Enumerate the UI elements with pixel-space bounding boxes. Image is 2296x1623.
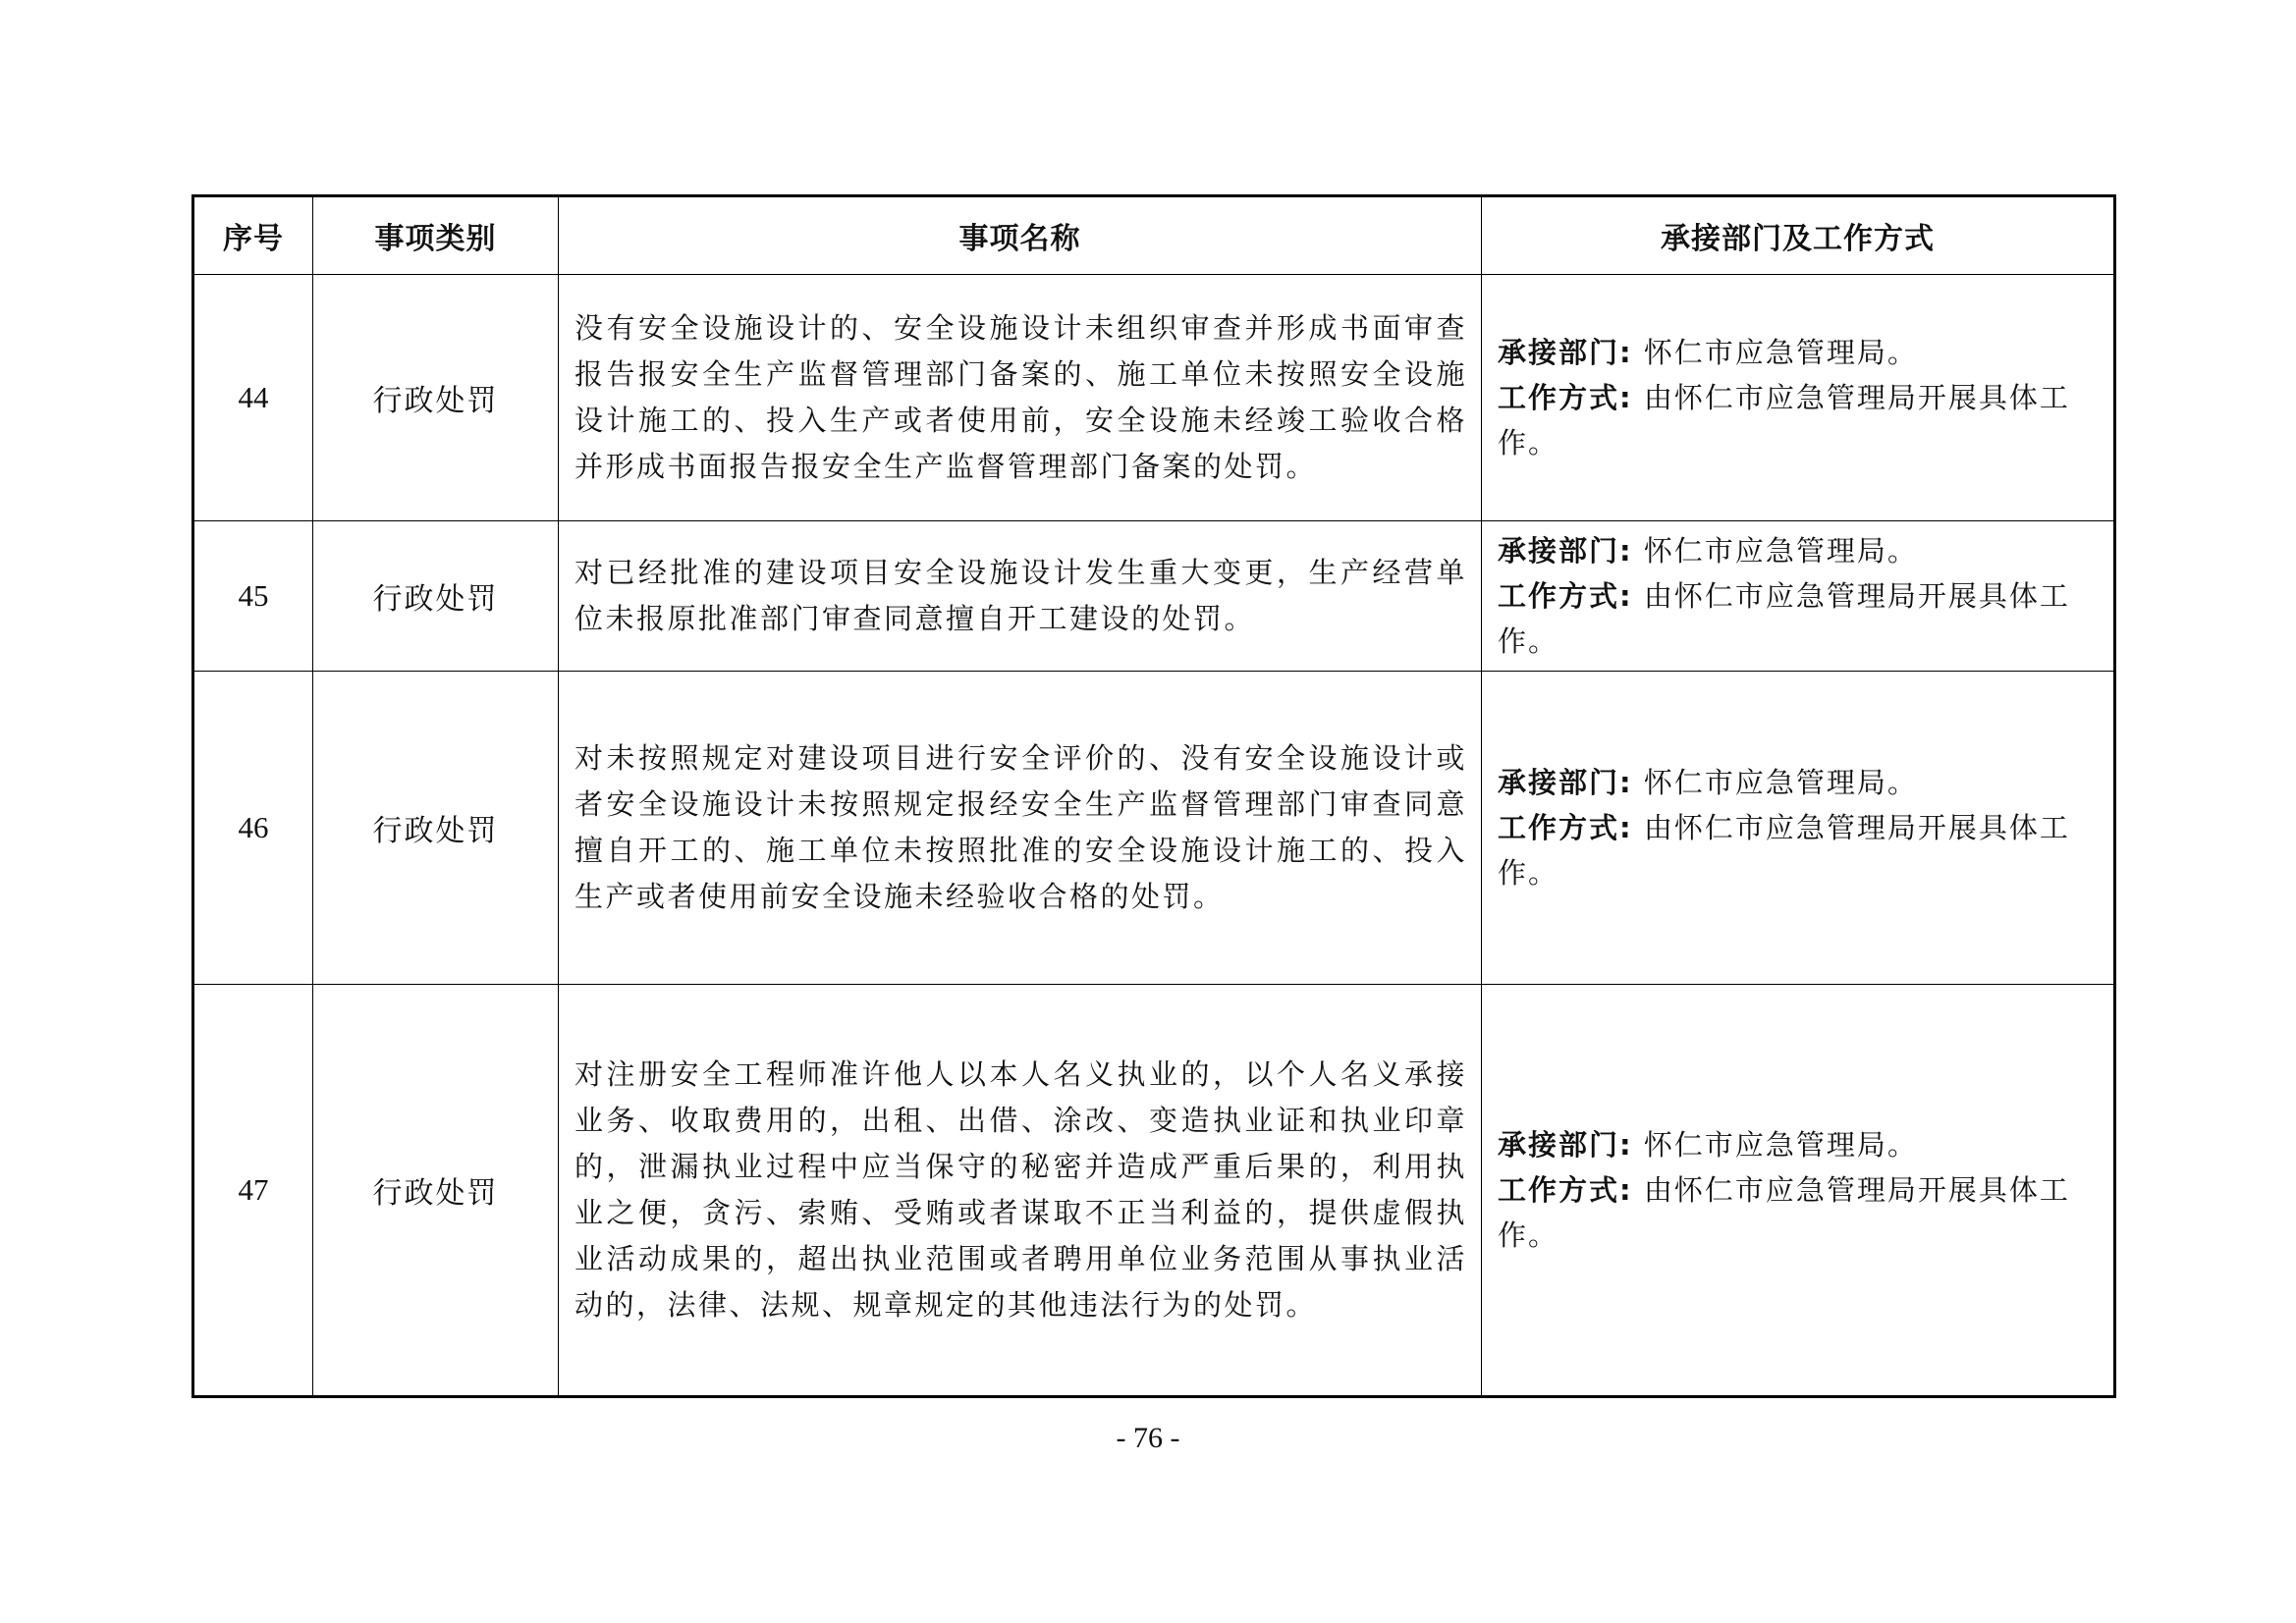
row-seq: 47 xyxy=(193,985,313,1397)
header-category: 事项类别 xyxy=(313,196,559,275)
document-table xyxy=(191,194,2116,1398)
header-name: 事项名称 xyxy=(559,196,1482,275)
row-name: 对未按照规定对建设项目进行安全评价的、没有安全设施设计或者安全设施设计未按照规定报经安全生产监督管理部门审查同意擅自开工的、施工单位未按照批准的安全设施设计施工的、投入生产或者使用前安全设施未经验收合格的处罚。 xyxy=(574,741,1467,913)
table-row xyxy=(193,275,2115,521)
row-name: 对已经批准的建设项目安全设施设计发生重大变更，生产经营单位未报原批准部门审查同意擅自开工建设的处罚。 xyxy=(574,556,1467,635)
row-name-cell xyxy=(559,672,1482,985)
table-header-row xyxy=(193,196,2115,275)
row-dept-cell xyxy=(1482,275,2115,521)
dept-line xyxy=(1498,528,2102,573)
dept-value: 怀仁市应急管理局。 xyxy=(1643,766,1918,799)
method-label: 工作方式: xyxy=(1498,1173,1633,1207)
method-line xyxy=(1498,375,2102,465)
dept-label: 承接部门: xyxy=(1498,1128,1633,1162)
row-dept-cell xyxy=(1482,521,2115,672)
method-label: 工作方式: xyxy=(1498,811,1633,844)
row-name-cell xyxy=(559,521,1482,672)
dept-value: 怀仁市应急管理局。 xyxy=(1643,336,1918,369)
row-name-cell xyxy=(559,275,1482,521)
row-category: 行政处罚 xyxy=(313,672,559,985)
dept-line xyxy=(1498,330,2102,375)
row-dept-cell xyxy=(1482,672,2115,985)
dept-label: 承接部门: xyxy=(1498,766,1633,799)
row-category: 行政处罚 xyxy=(313,985,559,1397)
method-line xyxy=(1498,573,2102,664)
page-number: - 76 - xyxy=(1116,1422,1180,1454)
dept-value: 怀仁市应急管理局。 xyxy=(1643,1128,1918,1162)
table-row xyxy=(193,985,2115,1397)
header-seq: 序号 xyxy=(193,196,313,275)
method-line xyxy=(1498,805,2102,895)
dept-value: 怀仁市应急管理局。 xyxy=(1643,534,1918,568)
method-value: 由怀仁市应急管理局开展具体工作。 xyxy=(1498,381,2070,460)
table-row xyxy=(193,672,2115,985)
method-line xyxy=(1498,1167,2102,1258)
row-name: 对注册安全工程师准许他人以本人名义执业的，以个人名义承接业务、收取费用的，出租、出借、涂改、变造执业证和执业印章的，泄漏执业过程中应当保守的秘密并造成严重后果的，利用执业之便，贪污、索贿、受贿或者谋取不正当利益的，提供虚假执业活动成果的，超出执业范围或者聘用单位业务范围从事执业活动的，法律、法规、规章规定的其他违法行为的处罚。 xyxy=(574,1057,1467,1322)
row-seq: 46 xyxy=(193,672,313,985)
table-row xyxy=(193,521,2115,672)
method-label: 工作方式: xyxy=(1498,381,1633,414)
dept-label: 承接部门: xyxy=(1498,534,1633,568)
row-name-cell xyxy=(559,985,1482,1397)
row-category: 行政处罚 xyxy=(313,275,559,521)
dept-line xyxy=(1498,760,2102,805)
row-name: 没有安全设施设计的、安全设施设计未组织审查并形成书面审查报告报安全生产监督管理部门备案的、施工单位未按照安全设施设计施工的、投入生产或者使用前，安全设施未经竣工验收合格并形成书面报告报安全生产监督管理部门备案的处罚。 xyxy=(574,311,1467,483)
method-label: 工作方式: xyxy=(1498,579,1633,613)
dept-line xyxy=(1498,1122,2102,1167)
row-seq: 45 xyxy=(193,521,313,672)
dept-label: 承接部门: xyxy=(1498,336,1633,369)
method-value: 由怀仁市应急管理局开展具体工作。 xyxy=(1498,1173,2070,1252)
row-dept-cell xyxy=(1482,985,2115,1397)
row-category: 行政处罚 xyxy=(313,521,559,672)
method-value: 由怀仁市应急管理局开展具体工作。 xyxy=(1498,579,2070,658)
method-value: 由怀仁市应急管理局开展具体工作。 xyxy=(1498,811,2070,890)
row-seq: 44 xyxy=(193,275,313,521)
header-dept: 承接部门及工作方式 xyxy=(1482,196,2115,275)
